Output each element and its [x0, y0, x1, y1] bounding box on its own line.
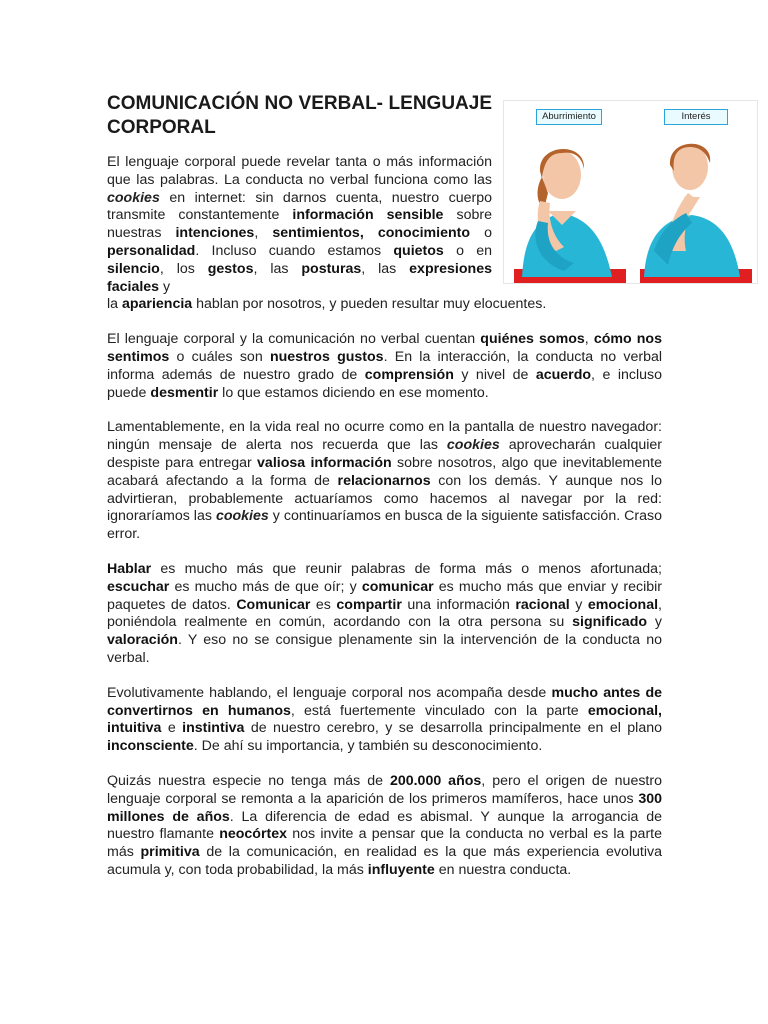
keyword: cookies [446, 437, 500, 454]
text: El lenguaje corporal puede revelar tanta o más información que las palabras. La conducta no verbal funciona como las [107, 154, 492, 188]
text: , pero el origen de nuestro lenguaje corporal se remonta a la aparición de los primeros mamíferos, hace unos [107, 772, 662, 807]
text: o [470, 225, 492, 242]
keyword: personalidad [107, 242, 196, 259]
text: la [107, 296, 122, 313]
keyword: posturas [301, 260, 362, 277]
keyword: racional [515, 596, 570, 613]
text: o en [443, 242, 492, 259]
text: es mucho más que enviar y recibir paquetes de datos. [107, 578, 662, 613]
paragraph-2 [107, 331, 662, 402]
text: . Y eso no se consigue plenamente sin la intervención de la conducta no verbal. [107, 632, 662, 666]
text: , las [361, 260, 410, 277]
keyword: expresiones faciales [107, 260, 492, 295]
keyword: influyente [367, 861, 435, 878]
paragraph-1-continued [107, 296, 662, 314]
bored-woman [514, 149, 626, 283]
keyword: desmentir [150, 384, 219, 401]
text: . Incluso cuando estamos [195, 242, 394, 259]
intro-paragraph-block [107, 154, 492, 296]
keyword: escuchar [107, 578, 170, 595]
keyword: neocórtex [219, 826, 287, 843]
text: y continuaríamos en busca de la siguiente satisfacción. Craso error. [107, 508, 663, 543]
keyword: compartir [336, 596, 402, 613]
text: sobre nosotros, algo que inevitablemente acabará afectando a la forma de [107, 454, 662, 489]
text: de nuestro cerebro, y se desarrolla principalmente en el plano [244, 720, 662, 737]
text: en internet: sin darnos cuenta, nuestro cuerpo transmite constantemente [107, 189, 492, 224]
keyword: mucho antes de convertirnos en humanos [107, 684, 663, 719]
keyword: sentimientos, conocimiento [272, 225, 471, 242]
text: o cuáles son [169, 348, 270, 365]
keyword: significado [572, 614, 648, 631]
women-illustration [504, 101, 757, 283]
keyword: 200.000 años [389, 772, 482, 789]
text: y [647, 614, 662, 631]
label-boredom: Aburrimiento [536, 109, 602, 125]
text: y nivel de [453, 366, 536, 383]
keyword: primitiva [140, 844, 200, 861]
text: , las [253, 260, 302, 277]
keyword: información sensible [292, 207, 444, 224]
text: . En la interacción, la conducta no verbal informa además de nuestro grado de [107, 348, 663, 383]
text: . De ahí su importancia, y también su desconocimiento. [193, 738, 543, 755]
body-language-figure [503, 100, 758, 284]
text: lo que estamos diciendo en ese momento. [218, 384, 489, 401]
keyword: 300 millones de años [107, 790, 662, 825]
text: con los demás. Y aunque nos lo advirtieran, probablemente actuaríamos como hacemos al navegar por la red: ignoraríamos las [107, 472, 662, 525]
text: e [161, 720, 183, 737]
keyword: cómo nos sentimos [107, 331, 662, 365]
text: , [584, 331, 594, 348]
label-interest: Interés [664, 109, 728, 125]
keyword: nuestros gustos [269, 348, 384, 365]
text: Quizás nuestra especie no tenga más de [107, 772, 390, 789]
keyword: Hablar [107, 560, 152, 577]
text: , [254, 225, 273, 242]
keyword: comprensión [364, 366, 454, 383]
text: en nuestra conducta. [434, 861, 572, 878]
keyword: cookies [215, 508, 269, 525]
text: hablan por nosotros, y pueden resultar muy elocuentes. [192, 296, 547, 313]
keyword: comunicar [361, 578, 434, 595]
keyword: emocional [587, 596, 659, 613]
keyword: inconsciente [107, 738, 194, 755]
text: es mucho más que reunir palabras de forma más o menos afortunada; [151, 560, 662, 577]
text: Lamentablemente, en la vida real no ocurre como en la pantalla de nuestro navegador: ningún mensaje de alerta nos recuerda que las [107, 419, 662, 454]
interested-woman [640, 144, 752, 283]
text: El lenguaje corporal y la comunicación no verbal cuentan [107, 331, 481, 348]
keyword: relacionarnos [337, 472, 431, 489]
text: es [310, 596, 337, 613]
keyword: acuerdo [535, 366, 592, 383]
keyword: cookies [107, 189, 160, 206]
paragraph-3 [107, 419, 662, 544]
keyword: gestos [207, 260, 254, 277]
keyword: valiosa información [257, 454, 392, 471]
keyword: instintiva [182, 720, 245, 737]
text: Evolutivamente hablando, el lenguaje corporal nos acompaña desde [107, 684, 552, 701]
text: , e incluso puede [107, 366, 662, 401]
keyword: silencio [107, 260, 160, 277]
text: , está fuertemente vinculado con la parte [290, 702, 588, 719]
paragraph-4 [107, 561, 662, 668]
keyword: Comunicar [236, 596, 311, 613]
keyword: quietos [393, 242, 444, 259]
text: , poniéndola realmente en común, acordando con la otra persona su [107, 596, 662, 631]
text: aprovecharán cualquier despiste para entregar [107, 437, 662, 471]
text: de la comunicación, en realidad es la que más experiencia evolutiva acumula y, con toda probabilidad, la más [107, 844, 663, 878]
text: y [159, 278, 171, 295]
text: y [569, 596, 588, 613]
paragraph-1 [107, 154, 492, 296]
page-title: COMUNICACIÓN NO VERBAL- LENGUAJE CORPORAL [107, 93, 492, 138]
text: sobre nuestras [107, 207, 492, 242]
text: , los [159, 260, 208, 277]
paragraph-6 [107, 773, 662, 880]
keyword: intenciones [175, 225, 255, 242]
keyword: quiénes somos [480, 331, 585, 348]
keyword: valoración [107, 632, 178, 649]
text: es mucho más de que oír; y [169, 578, 362, 595]
keyword: emocional, intuitiva [107, 702, 662, 737]
text: . La diferencia de edad es abismal. Y aunque la arrogancia de nuestro flamante [107, 808, 662, 843]
keyword: apariencia [121, 296, 193, 313]
paragraph-5 [107, 685, 662, 756]
text: nos invite a pensar que la conducta no verbal es la parte más [107, 826, 662, 861]
text: una información [401, 596, 516, 613]
